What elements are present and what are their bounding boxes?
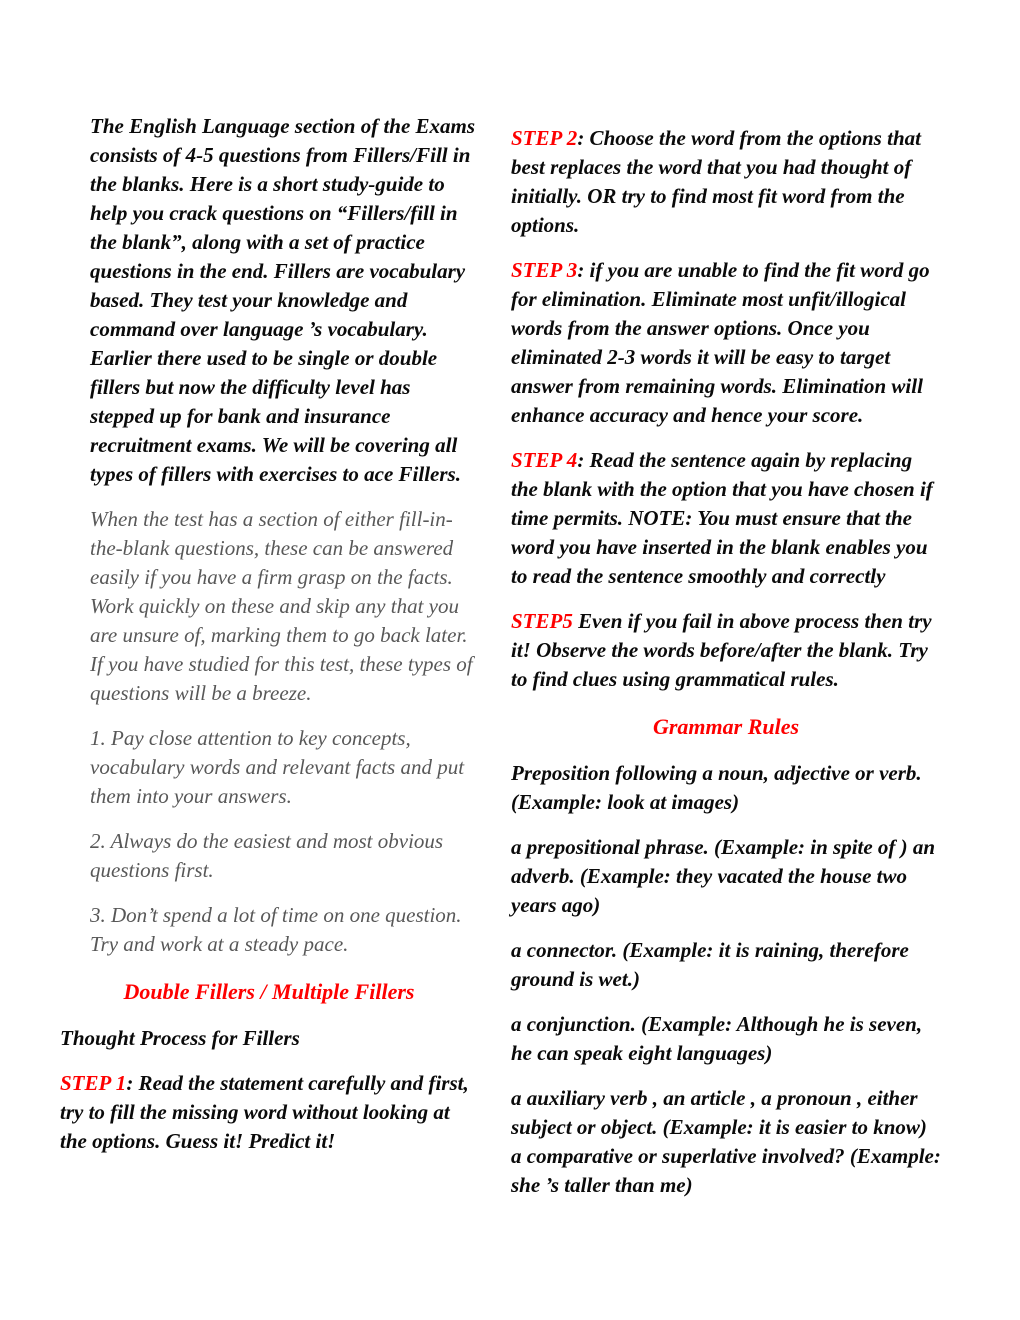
step-2-label: STEP 2 [511,126,578,150]
step-1-body: : Read the statement carefully and first, try to fill the missing word without looking at the options. Guess it! Predict it! [60,1071,469,1153]
step-2-paragraph [511,124,941,240]
rule-item-2: a prepositional phrase. (Example: in spite of ) an adverb. (Example: they vacated the house two years ago) [511,835,936,917]
rule-item-4: a conjunction. (Example: Although he is seven, he can speak eight languages) [511,1012,923,1065]
step-3-paragraph [511,256,941,430]
tip-item-1: 1. Pay close attention to key concepts, vocabulary words and relevant facts and put them into your answers. [90,726,465,808]
intro-text-4: ”, along with a set of practice questions in the end. Fillers are vocabulary based. They test your knowledge and command over language ’s vocabulary. Earlier there used to be single or double fillers but now the difficulty level has stepped up for bank and insurance recruitment exams. We will be covering all types of fillers with exercises to ace Fillers. [90,230,466,486]
intro-bold-fillers: Fillers/fill in the blank [90,201,458,254]
intro-bold-exams: Exams [415,114,476,138]
step-5-label: STEP5 [511,609,573,633]
tip-item-2: 2. Always do the easiest and most obvious questions first. [90,829,444,882]
step-4-body: : Read the sentence again by replacing the blank with the option that you have chosen if time permits. NOTE: You must ensure that the word you have inserted in the blank enables you to read the sentence smoothly and correctly [511,448,933,588]
intro-text-2: section of the [289,114,416,138]
step-5-paragraph [511,607,941,694]
intro-paragraph [60,112,478,489]
intro-text-3: consists of 4-5 questions from Fillers/Fill in the blanks. Here is a short study-guide to help you crack questions on “ [90,143,471,225]
left-column [60,112,478,1172]
step-3-body: : if you are unable to find the fit word go for elimination. Eliminate most unfit/illogical words from the answer options. Once you eliminated 2-3 words it will be easy to target answer from remaining words. Elimination will enhance accuracy and hence your score. [511,258,930,427]
step-1-label: STEP 1 [60,1071,127,1095]
section-heading-double-fillers: Double Fillers / Multiple Fillers [123,979,415,1004]
step-1-paragraph [60,1069,478,1156]
step-3-label: STEP 3 [511,258,578,282]
advice-paragraph: When the test has a section of either fill-in-the-blank questions, these can be answered easily if you have a firm grasp on the facts. Work quickly on these and skip any that you are unsure of, marking them to go back later. If you have studied for this test, these types of questions will be a breeze. [90,507,473,705]
step-5-body: Even if you fail in above process then try it! Observe the words before/after the blank. Try to find clues using grammatical rules. [511,609,932,691]
rule-item-5: a auxiliary verb , an article , a pronoun , either subject or object. (Example: it is easier to know) a comparative or superlative involved? (Example: she ’s taller than me) [511,1086,941,1197]
subheading-thought-process: Thought Process for Fillers [60,1026,300,1050]
tip-item-3: 3. Don’t spend a lot of time on one question. Try and work at a steady pace. [90,903,462,956]
rule-item-3: a connector. (Example: it is raining, therefore ground is wet.) [511,938,909,991]
step-2-body: : Choose the word from the options that best replaces the word that you had thought of initially. OR try to find most fit word from the options. [511,126,921,237]
intro-bold-english-language: English Language [129,114,290,138]
step-4-paragraph [511,446,941,591]
intro-text-1: The [90,114,130,138]
right-column [511,124,941,1216]
step-4-label: STEP 4 [511,448,578,472]
section-heading-grammar-rules: Grammar Rules [652,714,800,739]
rule-item-1: Preposition following a noun, adjective or verb. (Example: look at images) [511,761,922,814]
